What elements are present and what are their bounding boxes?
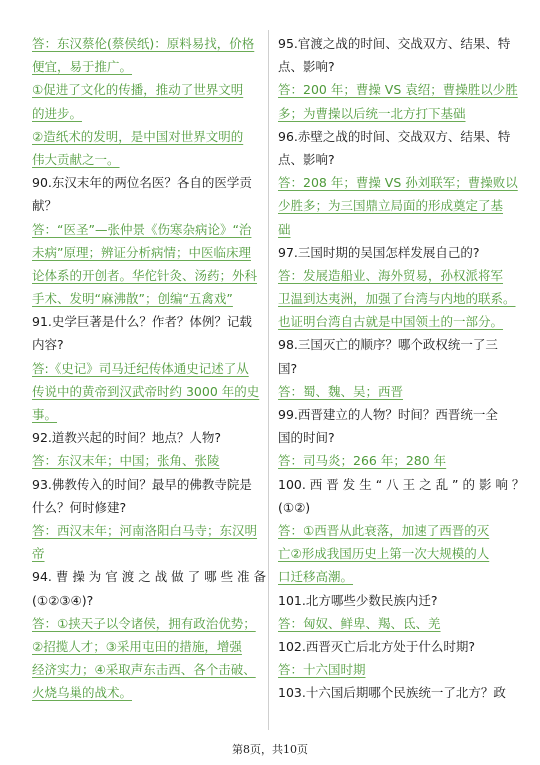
question-line: 93.佛教传入的时间？最早的佛教寺院是 bbox=[32, 476, 252, 492]
question-line: 102.西晋灭亡后北方处于什么时期? bbox=[278, 638, 475, 654]
answer-line: 帝 bbox=[32, 546, 45, 562]
page-footer: 第8页，共10页 bbox=[232, 743, 308, 756]
question-line: 点、影响? bbox=[278, 59, 335, 75]
answer-line: 事。 bbox=[32, 407, 58, 422]
question-line: (①②) bbox=[278, 499, 311, 515]
answer-line: 答：208 年；曹操 VS 孙刘联军；曹操败以 bbox=[278, 175, 518, 191]
answer-line: 答：“医圣”—张仲景《伤寒杂病论》“治 bbox=[32, 221, 252, 237]
question-line: 97.三国时期的吴国怎样发展自己的? bbox=[278, 244, 480, 260]
answer-line: 也证明台湾自古就是中国领土的一部分。 bbox=[278, 314, 504, 330]
question-line: 95.官渡之战的时间、交战双方、结果、特 bbox=[278, 36, 511, 51]
column-divider bbox=[268, 30, 269, 730]
answer-line: 传说中的黄帝到汉武帝时约 3000 年的史 bbox=[32, 383, 260, 399]
question-line: 92.道教兴起的时间？地点？人物? bbox=[32, 430, 222, 446]
answer-line: ①促进了文化的传播，推动了世界文明 bbox=[32, 82, 244, 98]
answer-line: 答：十六国时期 bbox=[278, 662, 366, 678]
question-line: 99.西晋建立的人物？时间？西晋统一全 bbox=[278, 407, 498, 422]
question-line: 100. 西 晋 发 生 “ 八 王 之 乱 ” 的 影 响 ？ bbox=[278, 476, 525, 492]
question-line: (①②③④)? bbox=[32, 592, 94, 608]
question-line: 献？ bbox=[32, 198, 58, 214]
answer-line: 亡②形成我国历史上第一次大规模的人 bbox=[278, 546, 490, 562]
question-line: 国的时间? bbox=[278, 430, 335, 446]
question-line: 内容? bbox=[32, 337, 64, 353]
answer-line: 答：匈奴、鲜卑、羯、氐、羌 bbox=[278, 615, 441, 631]
left-column bbox=[32, 32, 267, 704]
question-line: 94. 曹 操 为 官 渡 之 战 做 了 哪 些 准 备 bbox=[32, 569, 267, 585]
question-line: 96.赤壁之战的时间、交战双方、结果、特 bbox=[278, 128, 511, 144]
answer-line: 多；为曹操以后统一北方打下基础 bbox=[278, 105, 466, 121]
answer-line: 答：200 年；曹操 VS 袁绍；曹操胜以少胜 bbox=[278, 82, 518, 98]
question-line: 91.史学巨著是什么？作者？体例？记载 bbox=[32, 314, 252, 330]
question-line: 什么？何时修建? bbox=[32, 499, 127, 515]
answer-line: 便宜，易于推广。 bbox=[32, 59, 133, 75]
right-column bbox=[278, 32, 525, 704]
question-line: 国? bbox=[278, 360, 298, 376]
answer-line: ②招揽人才；③采用屯田的措施，增强 bbox=[32, 638, 242, 654]
answer-line: 础 bbox=[278, 221, 291, 237]
answer-line: 答：蜀、魏、吴；西晋 bbox=[278, 383, 404, 399]
answer-line: 的进步。 bbox=[32, 105, 83, 121]
answer-line: 未病”原理；辨证分析病情；中医临床理 bbox=[32, 244, 251, 260]
answer-line: ②造纸术的发明，是中国对世界文明的 bbox=[32, 128, 244, 144]
question-line: 98.三国灭亡的顺序？哪个政权统一了三 bbox=[278, 337, 498, 353]
question-line: 101.北方哪些少数民族内迁? bbox=[278, 592, 438, 608]
answer-line: 答：东汉蔡伦(蔡侯纸)：原料易找，价格 bbox=[32, 36, 255, 51]
answer-line: 伟大贡献之一。 bbox=[32, 151, 120, 167]
answer-line: 答：司马炎；266 年；280 年 bbox=[278, 453, 447, 469]
answer-line: 口迁移高潮。 bbox=[278, 569, 354, 585]
answer-line: 少胜多；为三国鼎立局面的形成奠定了基 bbox=[278, 198, 504, 214]
question-line: 90.东汉末年的两位名医？各自的医学贡 bbox=[32, 175, 252, 191]
answer-line: 答：东汉末年；中国；张角、张陵 bbox=[32, 453, 220, 469]
question-line: 点、影响? bbox=[278, 151, 335, 167]
answer-line: 经济实力；④采取声东击西、各个击破、 bbox=[32, 662, 256, 678]
answer-line: 手术、发明“麻沸散”；创编“五禽戏” bbox=[32, 291, 233, 307]
answer-line: 火烧乌巢的战术。 bbox=[32, 685, 133, 701]
answer-line: 答：西汉末年；河南洛阳白马寺；东汉明 bbox=[32, 522, 258, 538]
answer-line: 答：发展造船业、海外贸易，孙权派将军 bbox=[278, 267, 504, 283]
answer-line: 卫温到达夷洲，加强了台湾与内地的联系。 bbox=[278, 291, 516, 307]
answer-line: 答：①挟天子以令诸侯，拥有政治优势； bbox=[32, 615, 256, 631]
answer-line: 论体系的开创者。华佗针灸、汤药；外科 bbox=[32, 267, 258, 283]
answer-line: 答:《史记》司马迁纪传体通史记述了从 bbox=[32, 360, 249, 376]
answer-line: 答：①西晋从此衰落，加速了西晋的灭 bbox=[278, 522, 490, 538]
question-line: 103.十六国后期哪个民族统一了北方？政 bbox=[278, 685, 506, 701]
